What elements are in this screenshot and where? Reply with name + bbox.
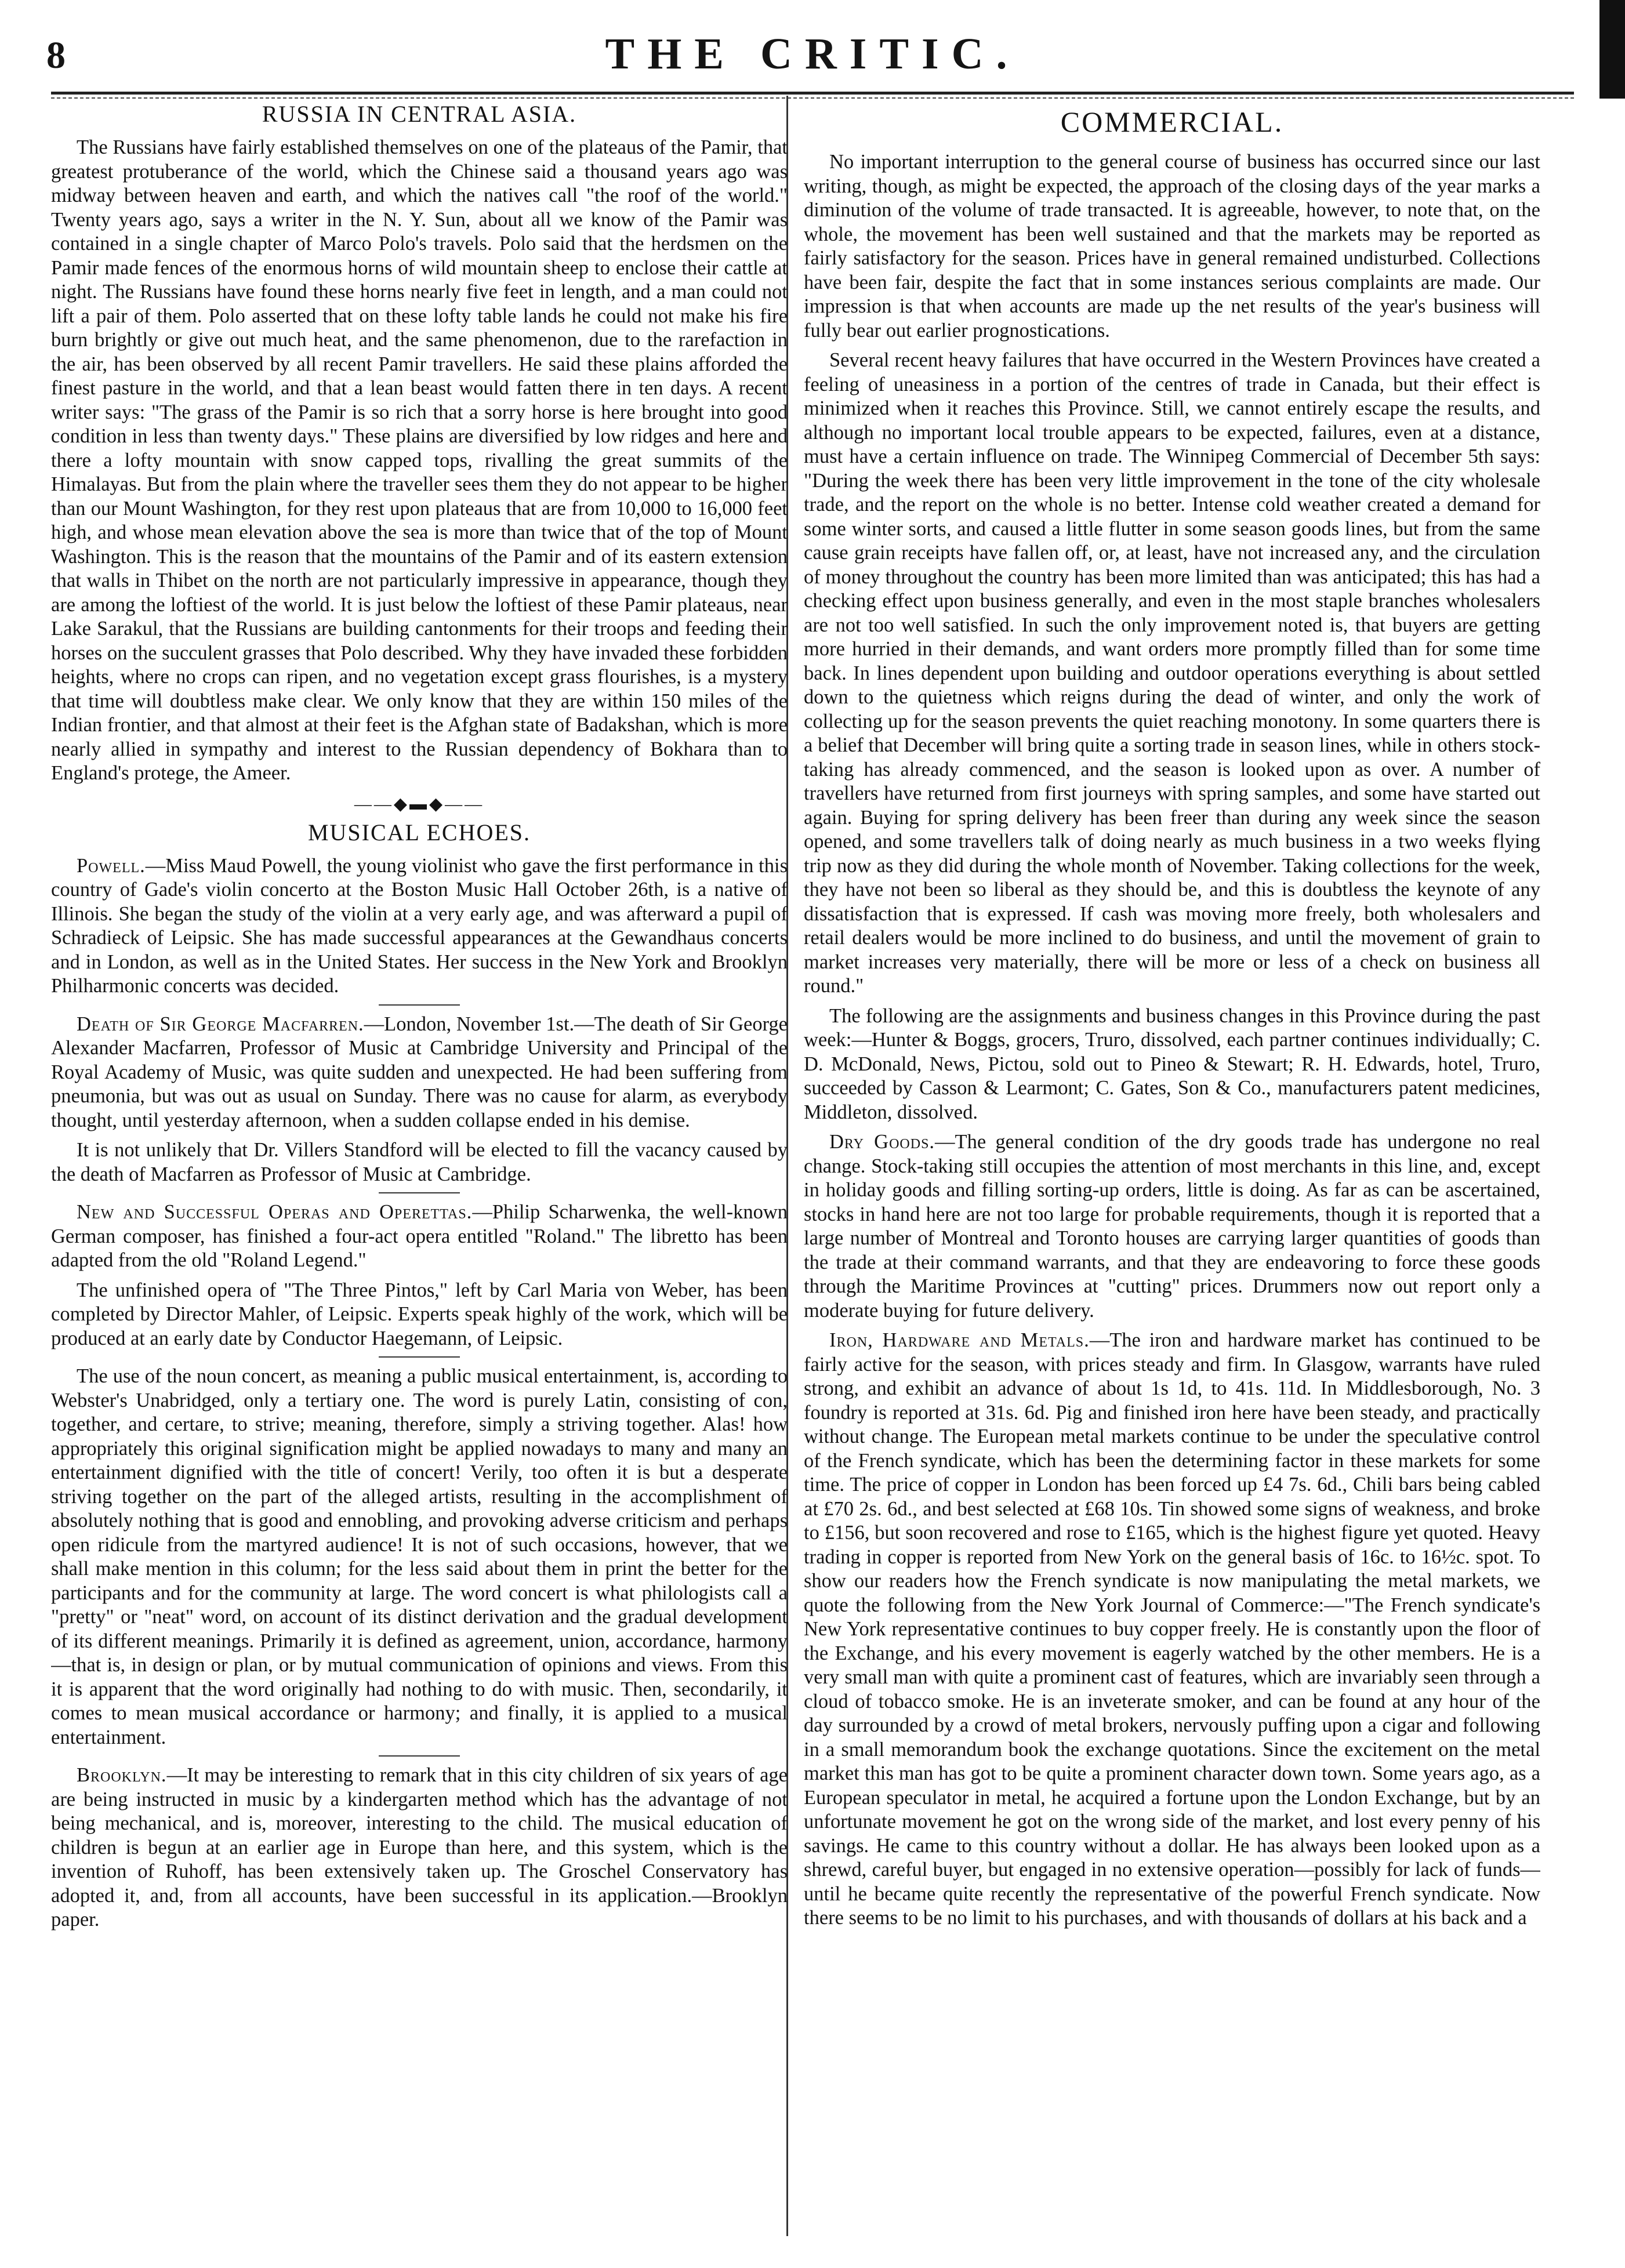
left-column	[51, 96, 788, 2236]
powell-body: —Miss Maud Powell, the young violinist who gave the first performance in this country of Gade's violin concerto at the Boston Music Hall October 26th, is a native of Illinois. She began the study of the violin at a very early age, and was afterward a pupil of Schradieck of Leipsic. She has made successful appearances at the Gewandhaus concerts and in London, as well as in the United States. Her success in the New York and Brooklyn Philharmonic concerts was decided.	[51, 854, 788, 997]
pintos-paragraph: The unfinished opera of "The Three Pintos," left by Carl Maria von Weber, has been completed by Director Mahler, of Leipsic. Experts speak highly of the work, which will be produced at an early date by Conductor Haegemann, of Leipsic.	[51, 1279, 788, 1349]
commercial-paragraph-3: The following are the assignments and business changes in this Province during the past week:—Hunter & Boggs, grocers, Truro, dissolved, each partner continues individually; C. D. McDonald, News, Pictou, sold out to Pineo & Stewart; R. H. Edwards, hotel, Truro, succeeded by Casson & Learmont; C. Gates, Son & Co., manufacturers patent medicines, Middleton, dissolved.	[804, 1004, 1540, 1123]
iron-body: —The iron and hardware market has continued to be fairly active for the season, with prices steady and firm. In Glasgow, warrants have ruled strong, and exhibit an advance of about 1s 1d, to 41s. 11d. In Middlesborough, No. 3 foundry is reported at 31s. 6d. Pig and finished iron here have been steady, and practically without change. The European metal markets continue to be under the speculative control of the French syndicate, which has been the determining factor in these markets for some time. The price of copper in London has been forced up £4 7s. 6d., Chili bars being cabled at £70 2s. 6d., and best selected at £68 10s. Tin showed some signs of weakness, and broke to £156, but soon recovered and rose to £165, which is the highest figure yet quoted. Heavy trading in copper is reported from New York on the general basis of 16c. to 16½c. spot. To show our readers how the French syndicate is now manipulating the metal markets, we quote the following from the New York Journal of Commerce:—"The French syndicate's New York representative continues to buy copper freely. He is constantly upon the floor of the Exchange, and his every movement is eagerly watched by the other members. He is a very small man with quite a prominent cast of features, which are invariably seen through a cloud of tobacco smoke. He is an inveterate smoker, and can be found at any hour of the day surrounded by a crowd of metal brokers, nervously puffing upon a cigar and following in a small memorandum book the exchange quotations. Since the excitement on the metal market this man has got to be quite a prominent character down town. Some years ago, as a European speculator in metal, he acquired a fortune upon the London Exchange, but by an unfortunate movement he got on the wrong side of the market, and lost every penny of his savings. He came to this country without a dollar. He has always been looked upon as a shrewd, careful buyer, but engaged in no extensive operation—possibly for lack of funds—until he became quite recently the representative of the powerful French syndicate. Now there seems to be no limit to his purchases, and with thousands of dollars at his back and a	[804, 1329, 1540, 1929]
russia-paragraph: The Russians have fairly established themselves on one of the plateaus of the Pamir, that greatest protuberance of the world, which the Chinese said a thousand years ago was midway between heaven and earth, and which the natives call "the roof of the world." Twenty years ago, says a writer in the N. Y. Sun, about all we know of the Pamir was contained in a single chapter of Marco Polo's travels. Polo said that the herdsmen on the Pamir made fences of the enormous horns of wild mountain sheep to enclose their cattle at night. The Russians have found these horns nearly five feet in length, and a man could not lift a pair of them. Polo asserted that on these lofty table lands he could not make his fire burn brightly or give out much heat, and the same phenomenon, due to the rarefaction in the air, has been observed by all recent Pamir travellers. He said these plains afforded the finest pasture in the world, and that a lean beast would fatten there in ten days. A recent writer says: "The grass of the Pamir is so rich that a sorry horse is here brought into good condition in less than twenty days." These plains are diversified by low ridges and here and there a lofty mountain with snow capped tops, rivalling the great summits of the Himalayas. But from the plain where the traveller sees them they do not appear to be higher than our Mount Washington, for they rest upon plateaus that are from 10,000 to 16,000 feet high, and whose mean elevation above the sea is more than twice that of the top of Mount Washington. This is the reason that the mountains of the Pamir and of its eastern extension that walls in Thibet on the north are not particularly impressive in appearance, though they are among the loftiest of the world. It is just below the loftiest of these Pamir plateaus, near Lake Sarakul, that the Russians are building cantonments for their troops and feeding their horses on the succulent grasses that Polo described. Why they have invaded these forbidden heights, where no crops can ripen, and no vegetation except grass flourishes, is a mystery that time will doubtless make clear. We only know that they are within 150 miles of the Indian frontier, and that almost at their feet is the Afghan state of Badakshan, which is more nearly allied in sympathy and interest to the Russian dependency of Bokhara than to England's protege, the Ameer.	[51, 136, 788, 784]
operas-body: —Philip Scharwenka, the well-known German composer, has finished a four-act opera entitled "Roland." The libretto has been adapted from the old "Roland Legend."	[51, 1201, 788, 1271]
macfarren-body: —London, November 1st.—The death of Sir George Alexander Macfarren, Professor of Music at Cambridge University and Principal of the Royal Academy of Music, was quite sudden and unexpected. He had been suffering from pneumonia, but was out as usual on Sunday. There was no cause for alarm, as everybody thought, until yesterday afternoon, when a sudden collapse ended in his demise.	[51, 1013, 788, 1131]
dry-goods-paragraph	[804, 1130, 1540, 1323]
powell-paragraph	[51, 854, 788, 999]
iron-lead: Iron, Hardware and Metals.	[829, 1329, 1090, 1351]
dry-goods-body: —The general condition of the dry goods trade has undergone no real change. Stock-taking still occupies the attention of most merchants in this line, and, except in holiday goods and filling sorting-up orders, little is doing. As far as can be ascertained, stocks in hand here are not too large for probable requirements, though it is reported that a large number of Montreal and Toronto houses are carrying larger quantities of goods than the trade at their command warrants, and that they are endeavoring to force these goods through the Maritime Provinces at "cutting" prices. Drummers now out report only a moderate buying for future delivery.	[804, 1131, 1540, 1322]
item-rule	[379, 1755, 460, 1757]
masthead-rule	[51, 92, 1574, 95]
concert-paragraph: The use of the noun concert, as meaning a public musical entertainment, is, according to Webster's Unabridged, only a tertiary one. The word is purely Latin, consisting of con, together, and certare, to strive; meaning, therefore, simply a striving together. Alas! how appropriately this original signification might be applied nowadays to many and many an entertainment dignified with the title of concert! Verily, too often it is but a desperate striving together on the part of the alleged artists, resulting in the accomplishment of absolutely nothing that is good and ennobling, and provoking adverse criticism and perhaps open ridicule from the martyred audience! It is not of such occasions, however, that we shall make mention in this column; for the less said about them in print the better for the participants and for the community at large. The word concert is what philologists call a "pretty" or "neat" word, on account of its distinct derivation and the gradual development of its different meanings. Primarily it is defined as agreement, union, accordance, harmony—that is, in design or plan, or by mutual communication of opinions and views. From this it is apparent that the word originally had nothing to do with music. Then, secondarily, it comes to mean musical accordance or harmony; and finally, it is applied to a musical entertainment.	[51, 1365, 788, 1748]
brooklyn-body: —It may be interesting to remark that in this city children of six years of age are being instructed in music by a kindergarten method which has the advantage of not being mechanical, and is, moreover, interesting to the child. The musical education of children is begun at an earlier age in Europe than here, and this system, which is the invention of Ruhoff, has been extensively taken up. The Groschel Conservatory has adopted it, and, from all accounts, have been successful in its application.—Brooklyn paper.	[51, 1764, 788, 1930]
macfarren-lead: Death of Sir George Macfarren.	[77, 1013, 364, 1035]
item-rule	[379, 1004, 460, 1006]
item-rule	[379, 1192, 460, 1193]
commercial-paragraph-1: No important interruption to the general course of business has occurred since our last writing, though, as might be expected, the approach of the closing days of the year marks a diminution of the volume of trade transacted. It is agreeable, however, to note that, on the whole, the movement has been well sustained and that the markets may be reported as fairly satisfactory for the season. Prices have in general remained undisturbed. Collections have been fair, despite the fact that in some instances serious complaints are made. Our impression is that when accounts are made up the net results of the year's business will fully bear out earlier prognostications.	[804, 151, 1540, 342]
iron-paragraph	[804, 1329, 1540, 1930]
dry-goods-lead: Dry Goods.	[829, 1131, 935, 1153]
powell-lead: Powell.	[77, 854, 146, 877]
page-number: 8	[46, 34, 66, 77]
operas-lead: New and Successful Operas and Operettas.	[77, 1201, 473, 1223]
commercial-heading: COMMERCIAL.	[1060, 106, 1284, 138]
brooklyn-lead: Brooklyn.	[77, 1764, 167, 1786]
stanford-paragraph: It is not unlikely that Dr. Villers Standford will be elected to fill the vacancy caused by the death of Macfarren as Professor of Music at Cambridge.	[51, 1139, 788, 1185]
russia-heading: RUSSIA IN CENTRAL ASIA.	[262, 101, 577, 127]
section-ornament: ——◆▬◆——	[354, 794, 485, 814]
paper-title: THE CRITIC.	[605, 30, 1020, 78]
musical-heading: MUSICAL ECHOES.	[307, 819, 531, 845]
item-rule	[379, 1356, 460, 1358]
brooklyn-paragraph	[51, 1763, 788, 1932]
macfarren-paragraph	[51, 1013, 788, 1133]
operas-paragraph	[51, 1200, 788, 1273]
commercial-paragraph-2: Several recent heavy failures that have occurred in the Western Provinces have created a feeling of uneasiness in a portion of the centres of trade in Canada, but their effect is minimized when it reaches this Province. Still, we cannot entirely escape the results, and although no important local trouble appears to be expected, failures, even at a distance, must have a certain influence on trade. The Winnipeg Commercial of December 5th says: "During the week there has been very little improvement in the tone of the city wholesale trade, and the report on the whole is no better. Intense cold weather created a demand for some winter sorts, and caused a little flutter in some season goods lines, but from the same cause grain receipts have fallen off, or, at least, have not increased any, and the circulation of money throughout the country has been more limited than was anticipated; this has had a checking effect upon business generally, and even in the most staple branches wholesalers are not too well satisfied. In such the only improvement noted is, that buyers are getting more hurried in their demands, and want orders more promptly filled than for some time back. In lines dependent upon building and outdoor operations everything is about settled down to the quietness which reigns during the dead of winter, and only the work of collecting up for the season prevents the quiet reaching monotony. In some quarters there is a belief that December will bring quite a sorting trade in season lines, while in others stock-taking has already commenced, and the season is looked upon as over. A number of travellers have returned from first journeys with spring samples, and some have started out again. Buying for spring delivery has been freer than during any week since the season opened, and some travellers talk of doing nearly as much business in a two weeks flying trip now as they did during the whole month of November. Taking collections for the week, they have not been so liberal as they should be, and this is doubtless the keynote of any dissatisfaction that is expressed. If cash was moving more freely, both wholesalers and retail dealers would be more inclined to do business, and until the movement of grain to market increases very materially, there will be more or less of a check on business all round."	[804, 349, 1540, 997]
masthead	[0, 23, 1625, 99]
right-column	[804, 96, 1540, 2236]
